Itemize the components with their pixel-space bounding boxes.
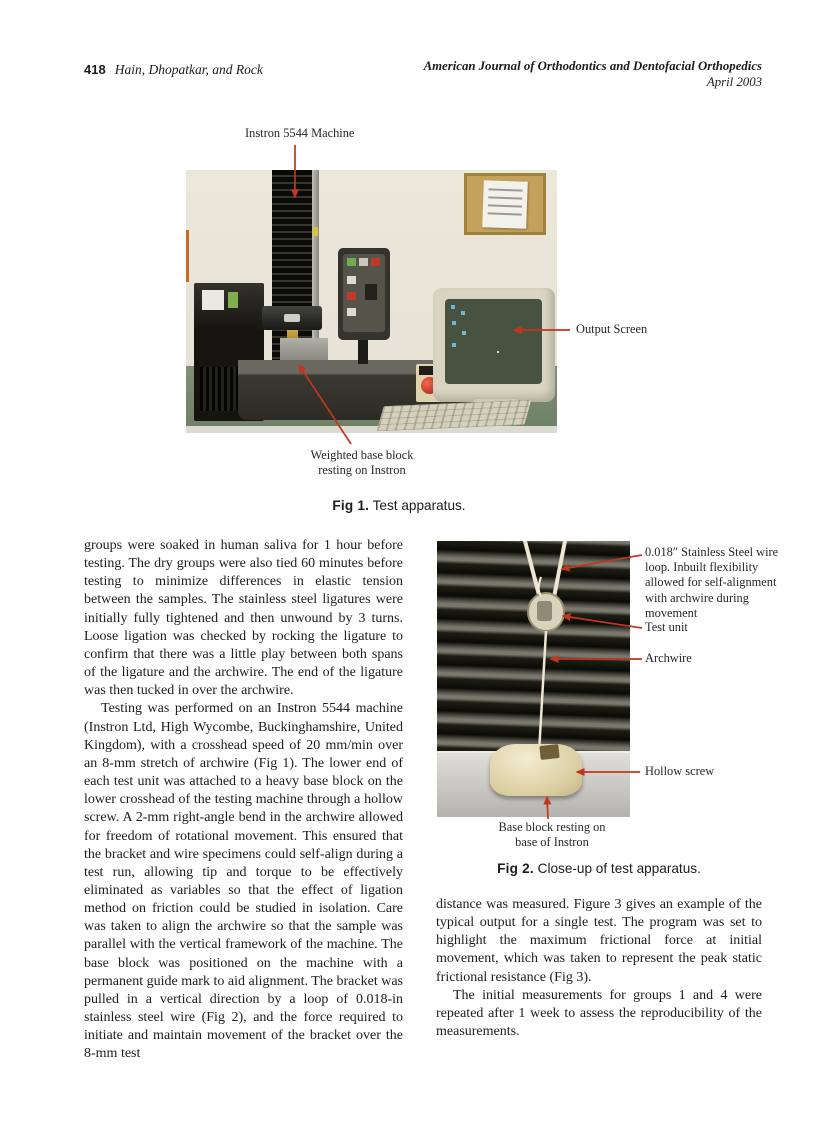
fig2-label-wire-loop: 0.018″ Stainless Steel wire loop. Inbuilt flexibility allowed for self-alignment with archwire during movement [645,545,779,620]
pendant-button-white1 [347,276,356,284]
crosshead-label [284,314,300,322]
authors: Hain, Dhopatkar, and Rock [114,62,263,77]
crt-monitor [433,288,555,402]
fig2-label-archwire: Archwire [645,651,692,665]
page-number: 418 [84,62,106,77]
rail-tag [313,227,318,236]
screen-icon [461,311,465,315]
fig1-label-weighted-base: Weighted base block resting on Instron [310,448,414,477]
screen-icon [451,305,455,309]
fig1-photo [186,170,557,433]
pendant-display [365,284,377,300]
journal-title: American Journal of Orthodontics and Dentofacial Orthopedics [423,59,762,73]
output-screen [445,299,542,384]
left-column [84,537,403,1064]
wire-loop-right [554,541,565,597]
fig1-label-output-screen: Output Screen [576,322,648,336]
bracket-slot [537,601,552,621]
pendant-button-green [347,258,356,266]
archwire-wire [539,631,546,753]
screen-cursor [497,351,499,353]
pendant-arm [358,338,368,364]
right-paragraph-2: The initial measurements for groups 1 and 4 were repeated after 1 week to assess the reproducibility of the measurements. [436,987,762,1040]
screen-icon [452,321,456,325]
pinboard-paper [482,180,528,229]
fig2-label-base-block: Base block resting on base of Instron [498,820,606,849]
equipment-box-label [202,290,224,310]
instron-crosshead [262,306,322,330]
screen-icon [452,343,456,347]
right-paragraph-1: distance was measured. Figure 3 gives an example of the typical output for a single test. The program was set to highlight the maximum frictional force at initial movement, which was taken to represent the peak static frictional resistance (Fig 3). [436,897,762,985]
wire-loop-left [525,541,540,599]
journal-date: April 2003 [706,75,762,89]
fig2-label-test-unit: Test unit [645,620,688,634]
fig2-photo [437,541,630,817]
hollow-screw-notch [539,744,559,760]
screen-icon [462,331,466,335]
right-column [436,896,762,1041]
instron-guide-rail [312,170,319,366]
running-head-left [84,62,263,78]
running-head-right [424,58,762,90]
base-block-hollow-screw [490,744,582,796]
fig1-caption: Fig 1. Test apparatus. [332,498,466,513]
pendant-button-gray [359,258,368,266]
control-pendant [338,248,390,340]
fig1-label-machine: Instron 5544 Machine [245,126,355,140]
left-paragraph-2: Testing was performed on an Instron 5544 machine (Instron Ltd, High Wycombe, Buckinghamshire, United Kingdom), with a crosshead speed of 20 mm/min over an 8-mm stretch of archwire (Fig 1). The lower end of each test unit was attached to a heavy base block on the lower crosshead of the testing machine through a hollow screw. A 2-mm right-angle bend in the archwire allowed for freedom of rotational movement. This ensured that the bracket and wire specimens could self-align during a test run, allowing tip and torque to be effectively eliminated as variables so that the effect of ligation method on friction could be studied in isolation. Care was taken to align the archwire so that the sample was parallel with the vertical framework of the machine. The base block was positioned on the machine with a permanent guide mark to aid alignment. The bracket was pulled in a vertical direction by a loop of 0.018-in stainless steel wire (Fig 2), and the force required to initiate and maintain movement of the bracket over the 8-mm test [84,701,403,1062]
photo-edge-object [186,230,189,282]
pinboard [464,173,546,235]
fig2-label-hollow-screw: Hollow screw [645,764,715,778]
workbench-edge [186,426,557,433]
pendant-button-red [371,258,380,266]
left-paragraph-1: groups were soaked in human saliva for 1 hour before testing. The dry groups were also tied 60 minutes before testing to minimize differences in elastic tension between the samples. The stainless steel ligatures were initially fully tightened and then unwound by 3 turns. Loose ligation was checked by rocking the ligature to confirm that there was a little play between both spans of the ligature and the archwire. The end of the ligature was then tucked in over the archwire. [84,538,403,699]
fig2-caption: Fig 2. Close-up of test apparatus. [497,861,701,876]
equipment-box-indicator [228,292,238,308]
pendant-button-white2 [347,308,356,316]
pendant-button-red2 [347,292,356,300]
pendant-face [343,254,385,332]
